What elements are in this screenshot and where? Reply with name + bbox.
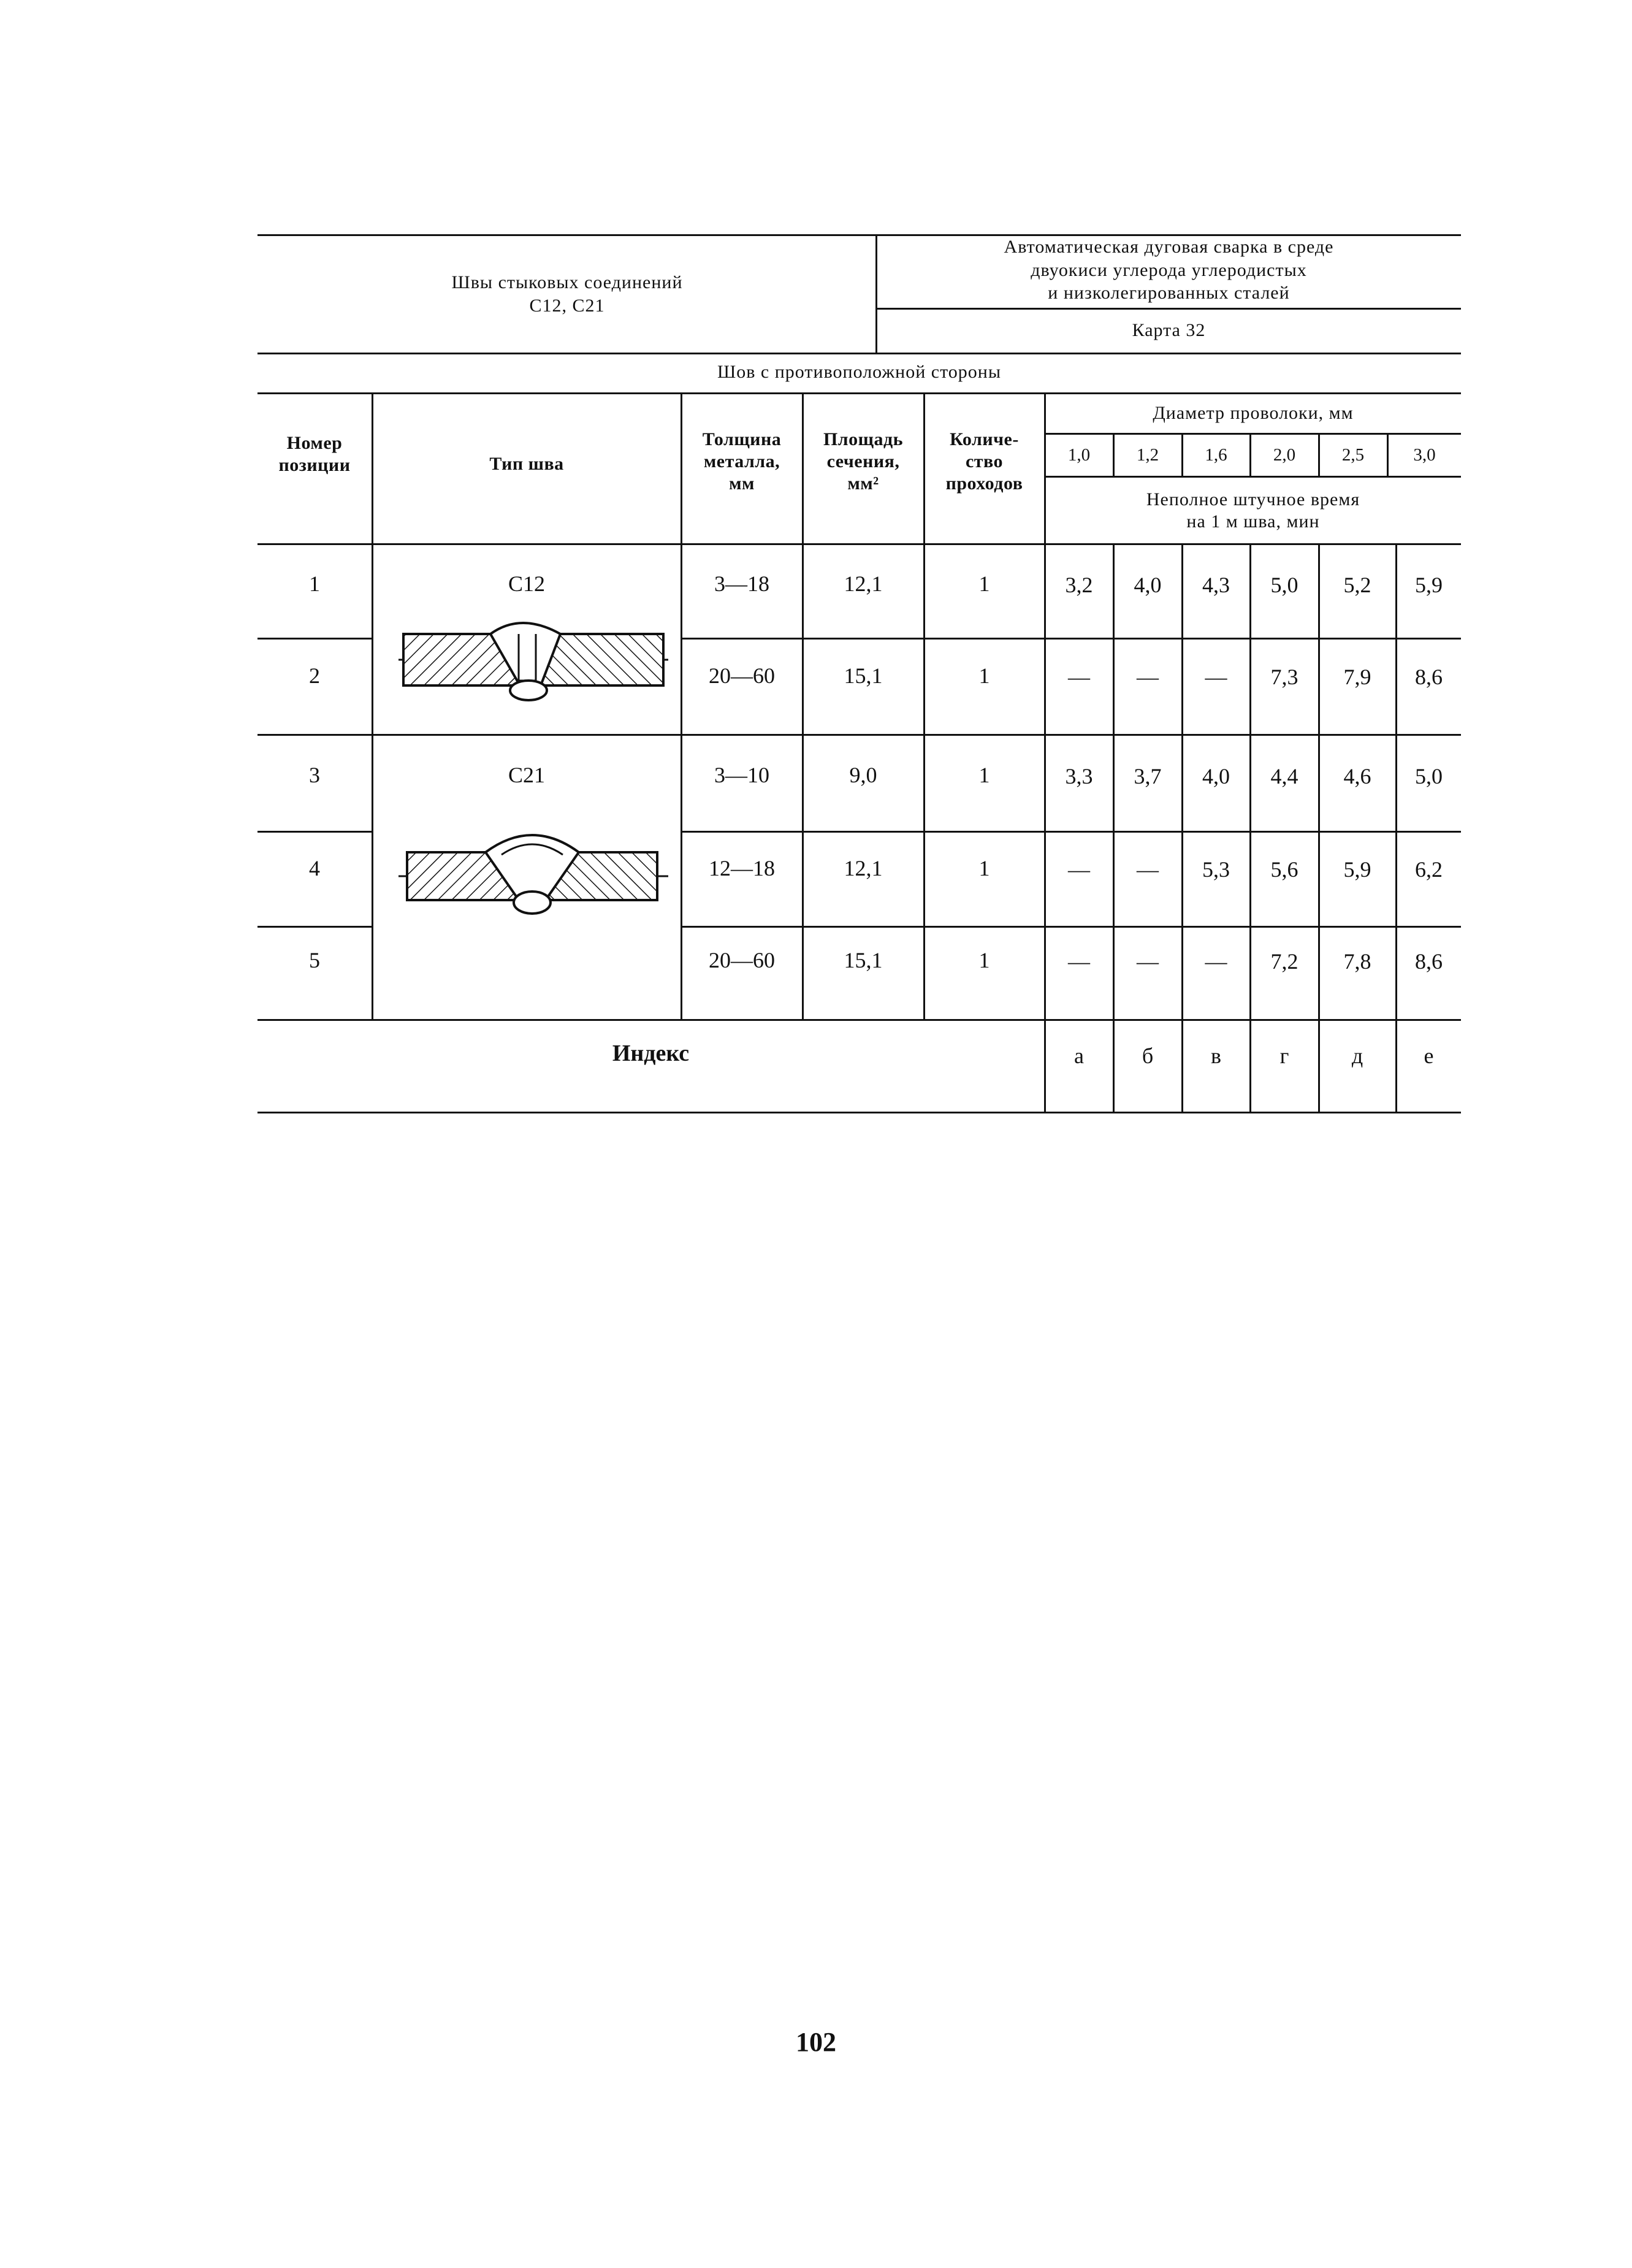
row-number: 1 (309, 571, 320, 596)
time-value: 3,2 (1065, 573, 1093, 597)
hline-row5 (257, 1019, 1461, 1021)
hline-row1 (257, 638, 372, 640)
diameter-1: 1,0 (1067, 445, 1091, 465)
col-time-title-l2: на 1 м шва, мин (1186, 511, 1320, 532)
thickness-value: 3—10 (714, 763, 769, 787)
time-value: — (1205, 949, 1227, 974)
hline-row1b (681, 638, 1461, 640)
col-area-l3: мм² (847, 473, 879, 494)
header-title-line3: и низколегированных сталей (1048, 283, 1290, 303)
col-area-l2: сечения, (826, 451, 900, 472)
time-value: 5,0 (1415, 764, 1443, 788)
card-number: Карта 32 (1132, 320, 1206, 340)
time-value: — (1137, 949, 1159, 974)
diameter-3: 1,6 (1205, 445, 1227, 465)
passes-value: 1 (978, 948, 990, 972)
area-value: 15,1 (844, 663, 883, 688)
vline-position (372, 393, 373, 1020)
passes-value: 1 (978, 571, 990, 596)
page-number: 102 (796, 2027, 836, 2057)
hline-row2 (257, 734, 1461, 736)
hline-diameter-title (1045, 433, 1461, 435)
time-value: — (1068, 949, 1090, 974)
time-value: 4,3 (1202, 573, 1230, 597)
rule-title-card (877, 308, 1461, 310)
diameter-6: 3,0 (1413, 445, 1436, 465)
time-value: 4,0 (1202, 764, 1230, 788)
area-value: 9,0 (849, 763, 877, 787)
time-value: 3,7 (1134, 764, 1162, 788)
weld-c21-drawing (398, 828, 668, 920)
time-value: 8,6 (1415, 949, 1443, 974)
row-number: 5 (309, 948, 320, 972)
hline-row3 (257, 831, 372, 833)
area-value: 12,1 (844, 856, 883, 880)
index-label: Индекс (612, 1040, 690, 1066)
time-value: 5,9 (1415, 573, 1443, 597)
area-value: 12,1 (844, 571, 883, 596)
time-value: 4,6 (1343, 764, 1371, 788)
time-value: 5,3 (1202, 857, 1230, 882)
hline-row3b (681, 831, 1461, 833)
time-value: 4,4 (1270, 764, 1298, 788)
col-position-l2: позиции (278, 455, 351, 475)
rule-header-bottom (257, 353, 1461, 354)
hline-row4 (257, 926, 372, 928)
hline-head-bottom (257, 543, 1461, 545)
row-number: 3 (309, 763, 320, 787)
diameter-2: 1,2 (1136, 445, 1159, 465)
row-number: 4 (309, 856, 320, 880)
rule-subtitle-bottom (257, 392, 1461, 394)
seam-type-c12: С12 (508, 571, 545, 596)
passes-value: 1 (978, 663, 990, 688)
header-title-line1: Автоматическая дуговая сварка в среде (1004, 237, 1334, 257)
area-value: 15,1 (844, 948, 883, 972)
time-value: 5,0 (1270, 573, 1298, 597)
rule-top (257, 234, 1461, 236)
header-left-line2: С12, С21 (529, 296, 605, 316)
col-position-l1: Номер (286, 433, 343, 453)
index-value: г (1279, 1044, 1289, 1068)
time-value: 7,2 (1270, 949, 1298, 974)
time-value: 7,3 (1270, 665, 1298, 689)
time-value: — (1205, 665, 1227, 689)
vline-v2 (1181, 544, 1183, 1112)
time-value: — (1137, 857, 1159, 882)
col-passes-l2: ство (965, 451, 1004, 472)
col-passes-l3: проходов (945, 473, 1023, 494)
hline-row4b (681, 926, 1461, 928)
weld-c12-drawing (398, 613, 668, 705)
vline-v3 (1249, 544, 1251, 1112)
index-value: б (1142, 1044, 1154, 1068)
time-value: 5,6 (1270, 857, 1298, 882)
vline-v4 (1318, 544, 1320, 1112)
diameter-4: 2,0 (1273, 445, 1296, 465)
col-area-l1: Площадь (823, 429, 904, 449)
col-thickness-l2: металла, (703, 451, 780, 472)
time-value: 6,2 (1415, 857, 1443, 882)
time-value: — (1068, 665, 1090, 689)
diameter-5: 2,5 (1341, 445, 1365, 465)
col-time-title-l1: Неполное штучное время (1146, 489, 1360, 510)
col-seam-type: Тип шва (489, 454, 564, 474)
table-subtitle: Шов с противоположной стороны (717, 362, 1001, 382)
col-thickness-l3: мм (729, 473, 755, 494)
time-value: 8,6 (1415, 665, 1443, 689)
time-value: 7,8 (1343, 949, 1371, 974)
index-value: а (1074, 1044, 1084, 1068)
time-value: 5,9 (1343, 857, 1371, 882)
index-value: д (1351, 1044, 1363, 1068)
thickness-value: 3—18 (714, 571, 769, 596)
time-value: 7,9 (1343, 665, 1371, 689)
seam-type-c21: С21 (508, 763, 545, 787)
col-thickness-l1: Толщина (702, 429, 782, 449)
time-value: — (1068, 857, 1090, 882)
index-value: е (1424, 1044, 1434, 1068)
col-diameter-title: Диаметр проволоки, мм (1153, 403, 1354, 423)
thickness-value: 20—60 (709, 663, 775, 688)
time-value: 3,3 (1065, 764, 1093, 788)
vline-v1 (1113, 544, 1115, 1112)
passes-value: 1 (978, 763, 990, 787)
index-value: в (1211, 1044, 1221, 1068)
col-passes-l1: Количе- (950, 429, 1019, 449)
row-number: 2 (309, 663, 320, 688)
time-value: 4,0 (1134, 573, 1162, 597)
hline-bottom (257, 1112, 1461, 1113)
passes-value: 1 (978, 856, 990, 880)
time-value: — (1137, 665, 1159, 689)
header-left-line1: Швы стыковых соединений (451, 272, 683, 292)
header-title-line2: двуокиси углерода углеродистых (1031, 260, 1307, 280)
thickness-value: 20—60 (709, 948, 775, 972)
vline-v5 (1395, 544, 1397, 1112)
time-value: 5,2 (1343, 573, 1371, 597)
thickness-value: 12—18 (709, 856, 775, 880)
hline-diameters (1045, 476, 1461, 478)
